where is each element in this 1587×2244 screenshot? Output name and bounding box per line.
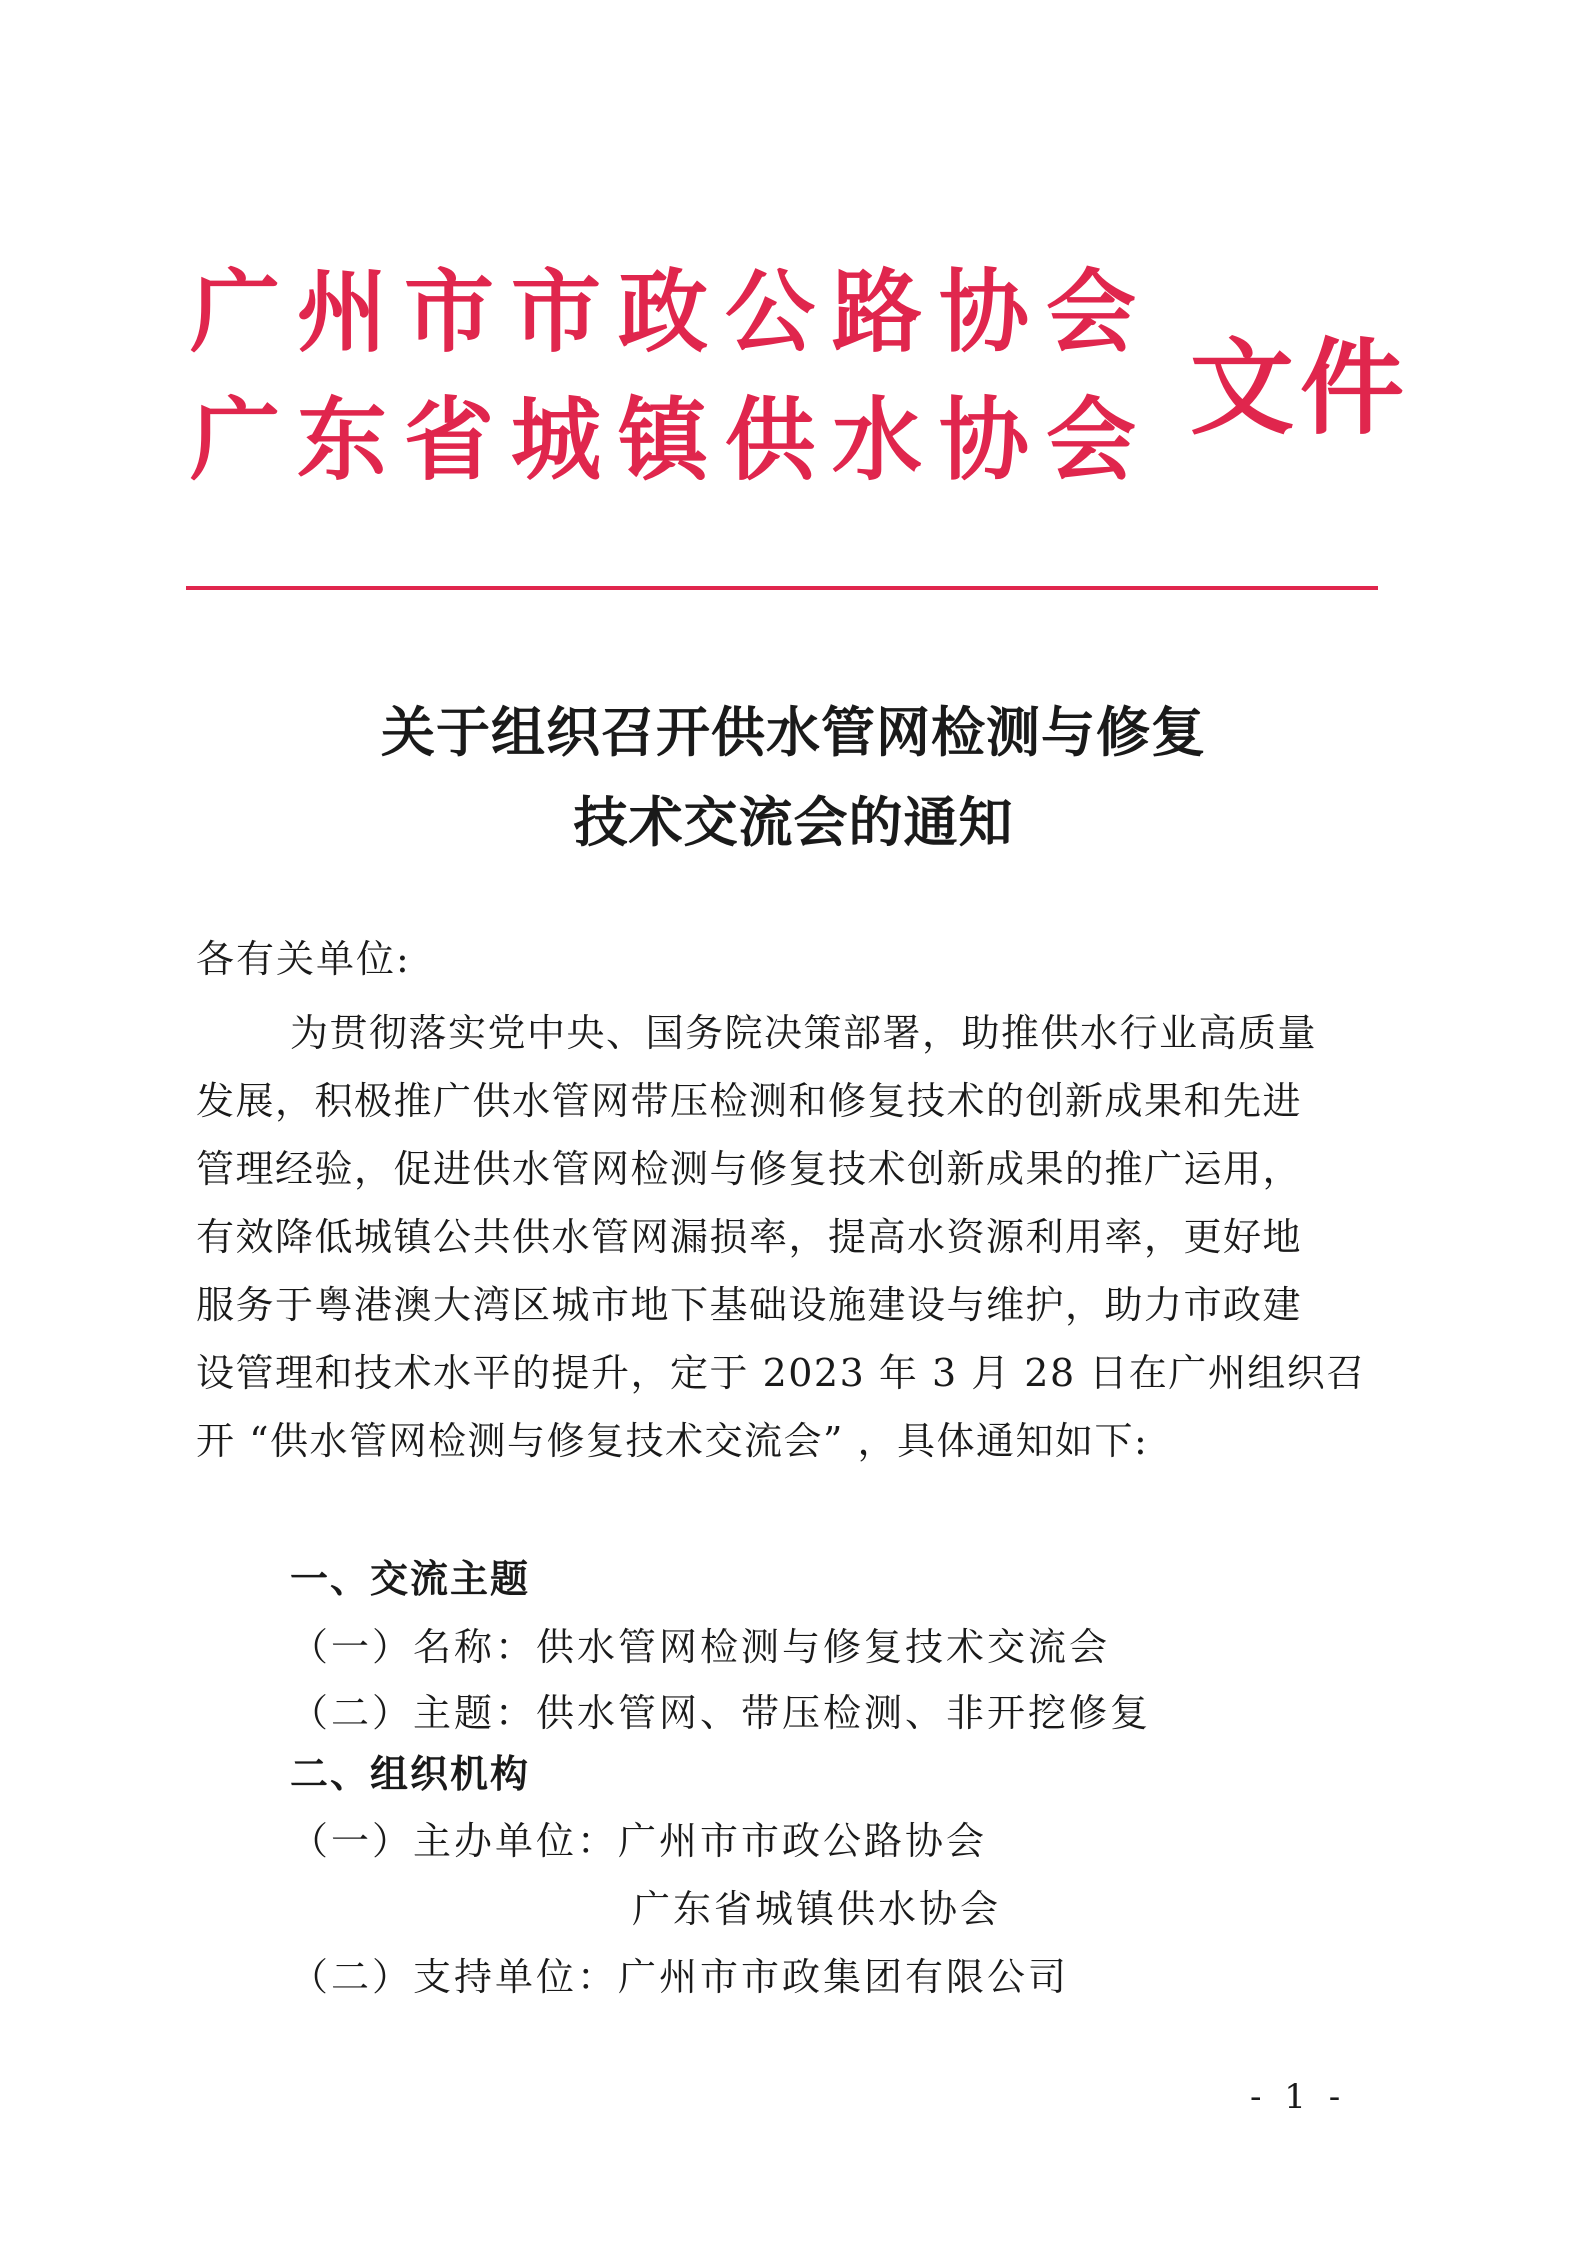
issuer-name-2: 广东省城镇供水协会	[190, 388, 1153, 493]
section-2-item-1-continuation: 广东省城镇供水协会	[632, 1887, 1002, 1931]
page-number: - 1 -	[1250, 2077, 1347, 2117]
body-line-3: 管理经验，促进供水管网检测与修复技术创新成果的推广运用，	[196, 1147, 1303, 1191]
doc-title-line-2: 技术交流会的通知	[573, 790, 1014, 854]
body-line-1: 为贯彻落实党中央、国务院决策部署，助推供水行业高质量	[290, 1011, 1318, 1055]
red-divider-line	[186, 586, 1378, 590]
body-line-7: 开 “供水管网检测与修复技术交流会” ，具体通知如下:	[196, 1419, 1149, 1463]
issuer-name-1: 广州市市政公路协会	[190, 260, 1153, 365]
document-header	[190, 260, 1411, 528]
body-line-2: 发展，积极推广供水管网带压检测和修复技术的创新成果和先进	[196, 1079, 1303, 1123]
doc-title-line-1: 关于组织召开供水管网检测与修复	[381, 700, 1206, 764]
section-heading-2: 二、组织机构	[290, 1752, 531, 1796]
body-line-6: 设管理和技术水平的提升，定于 2023 年 3 月 28 日在广州组织召	[196, 1351, 1366, 1395]
section-heading-1: 一、交流主题	[290, 1557, 531, 1601]
salutation: 各有关单位:	[196, 937, 411, 981]
section-1-item-2: （二）主题：供水管网、带压检测、非开挖修复	[290, 1691, 1152, 1735]
document-word: 文件	[1190, 327, 1411, 449]
section-1-item-1: （一）名称：供水管网检测与修复技术交流会	[290, 1625, 1111, 1669]
body-line-4: 有效降低城镇公共供水管网漏损率，提高水资源利用率，更好地	[196, 1215, 1303, 1259]
body-line-5: 服务于粤港澳大湾区城市地下基础设施建设与维护，助力市政建	[196, 1283, 1303, 1327]
section-2-item-2: （二）支持单位：广州市市政集团有限公司	[290, 1955, 1070, 1999]
section-2-item-1: （一）主办单位：广州市市政公路协会	[290, 1819, 988, 1863]
